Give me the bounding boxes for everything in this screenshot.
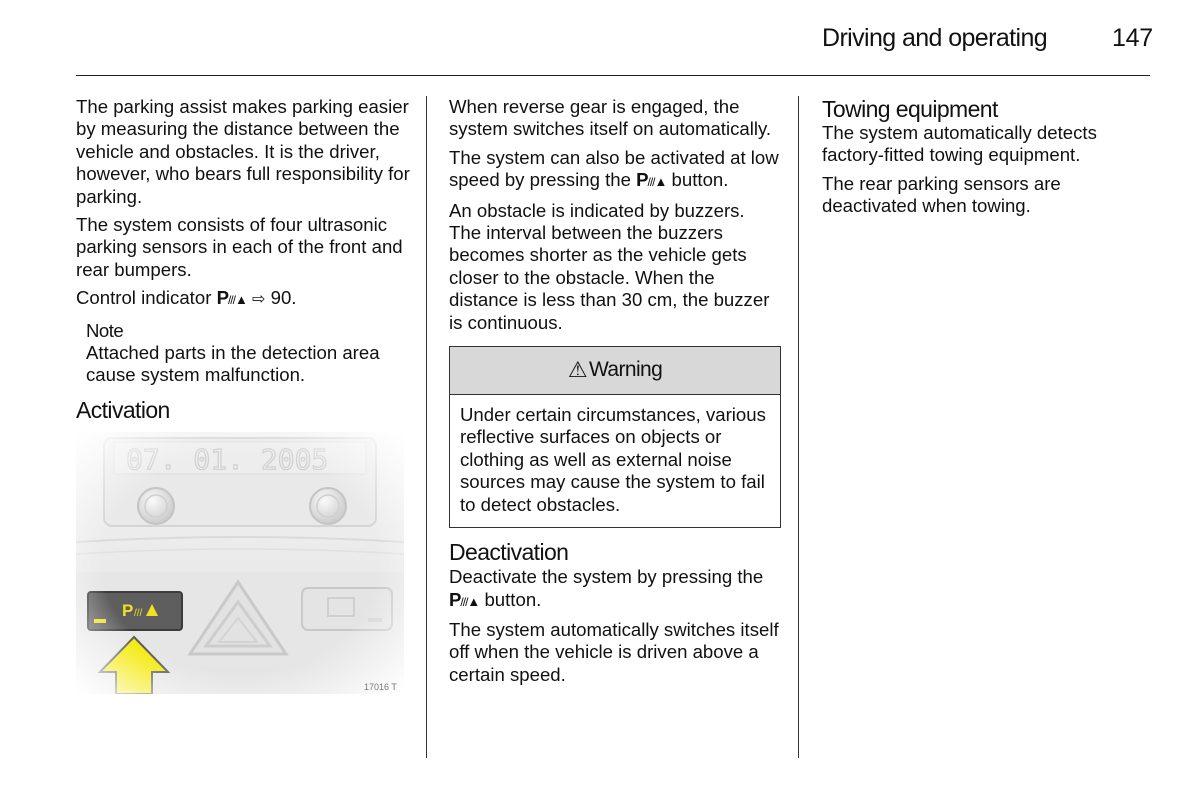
warning-box [449, 346, 781, 528]
image-code: 17016 T [364, 682, 397, 693]
towing-heading: Towing equipment [822, 96, 998, 122]
sensors-paragraph: The system consists of four ultrasonic parking sensors in each of the front and rear bumpers. [76, 214, 403, 280]
note-text: Attached parts in the detection area cause system malfunction. [86, 341, 380, 386]
column-divider-1 [426, 96, 427, 758]
arrow-reference-icon: ⇨ [252, 291, 266, 309]
parking-assist-icon: P///▲ [449, 588, 480, 610]
page-number: 147 [1112, 24, 1153, 52]
towing-detect-paragraph: The system automatically detects factory-fitted towing equipment. [822, 122, 1097, 166]
parking-assist-button-illustration [76, 432, 404, 694]
header-rule [76, 75, 1150, 76]
warning-text: Under certain circumstances, various reflective surfaces on objects or clothing as well as external noise sources may cause the system to fail to detect obstacles. [460, 404, 766, 515]
control-indicator-line: Control indicator P///▲ ⇨ 90. [76, 287, 412, 311]
activation-heading: Activation [76, 397, 170, 424]
deactivation-heading: Deactivation [449, 539, 569, 566]
column-divider-2 [798, 96, 799, 758]
buzzer-paragraph: An obstacle is indicated by buzzers. The interval between the buzzers becomes shorter as the vehicle gets closer to the obstacle. When the distance is less than 30 cm, the buzzer is continuous. [449, 199, 770, 333]
auto-off-paragraph: The system automatically switches itself off when the vehicle is driven above a certain speed. [449, 618, 779, 685]
deactivation-paragraph: Deactivate the system by pressing the P///▲ button. [449, 566, 781, 613]
low-speed-paragraph: The system can also be activated at low speed by pressing the P///▲ button. [449, 147, 781, 194]
towing-sensors-paragraph: The rear parking sensors are deactivated when towing. [822, 172, 1061, 217]
dashboard-photo [76, 432, 404, 694]
header-title: Driving and operating [822, 24, 1048, 52]
column-2 [449, 96, 781, 692]
parking-assist-icon: P///▲ [636, 169, 667, 191]
warning-header [450, 347, 780, 395]
column-3 [822, 96, 1152, 224]
intro-paragraph: The parking assist makes parking easier by measuring the distance between the vehicle and obstacles. It is the driver, however, who bears full responsibility for parking. [76, 96, 410, 207]
reverse-gear-paragraph: When reverse gear is engaged, the system switches itself on automatically. [449, 96, 772, 140]
warning-triangle-icon: ⚠ [567, 357, 587, 383]
warning-title: Warning [588, 358, 663, 382]
note-title: Note [86, 319, 124, 341]
note-block [86, 320, 412, 387]
column-1 [76, 96, 412, 694]
parking-assist-icon: P///▲ [216, 287, 247, 309]
